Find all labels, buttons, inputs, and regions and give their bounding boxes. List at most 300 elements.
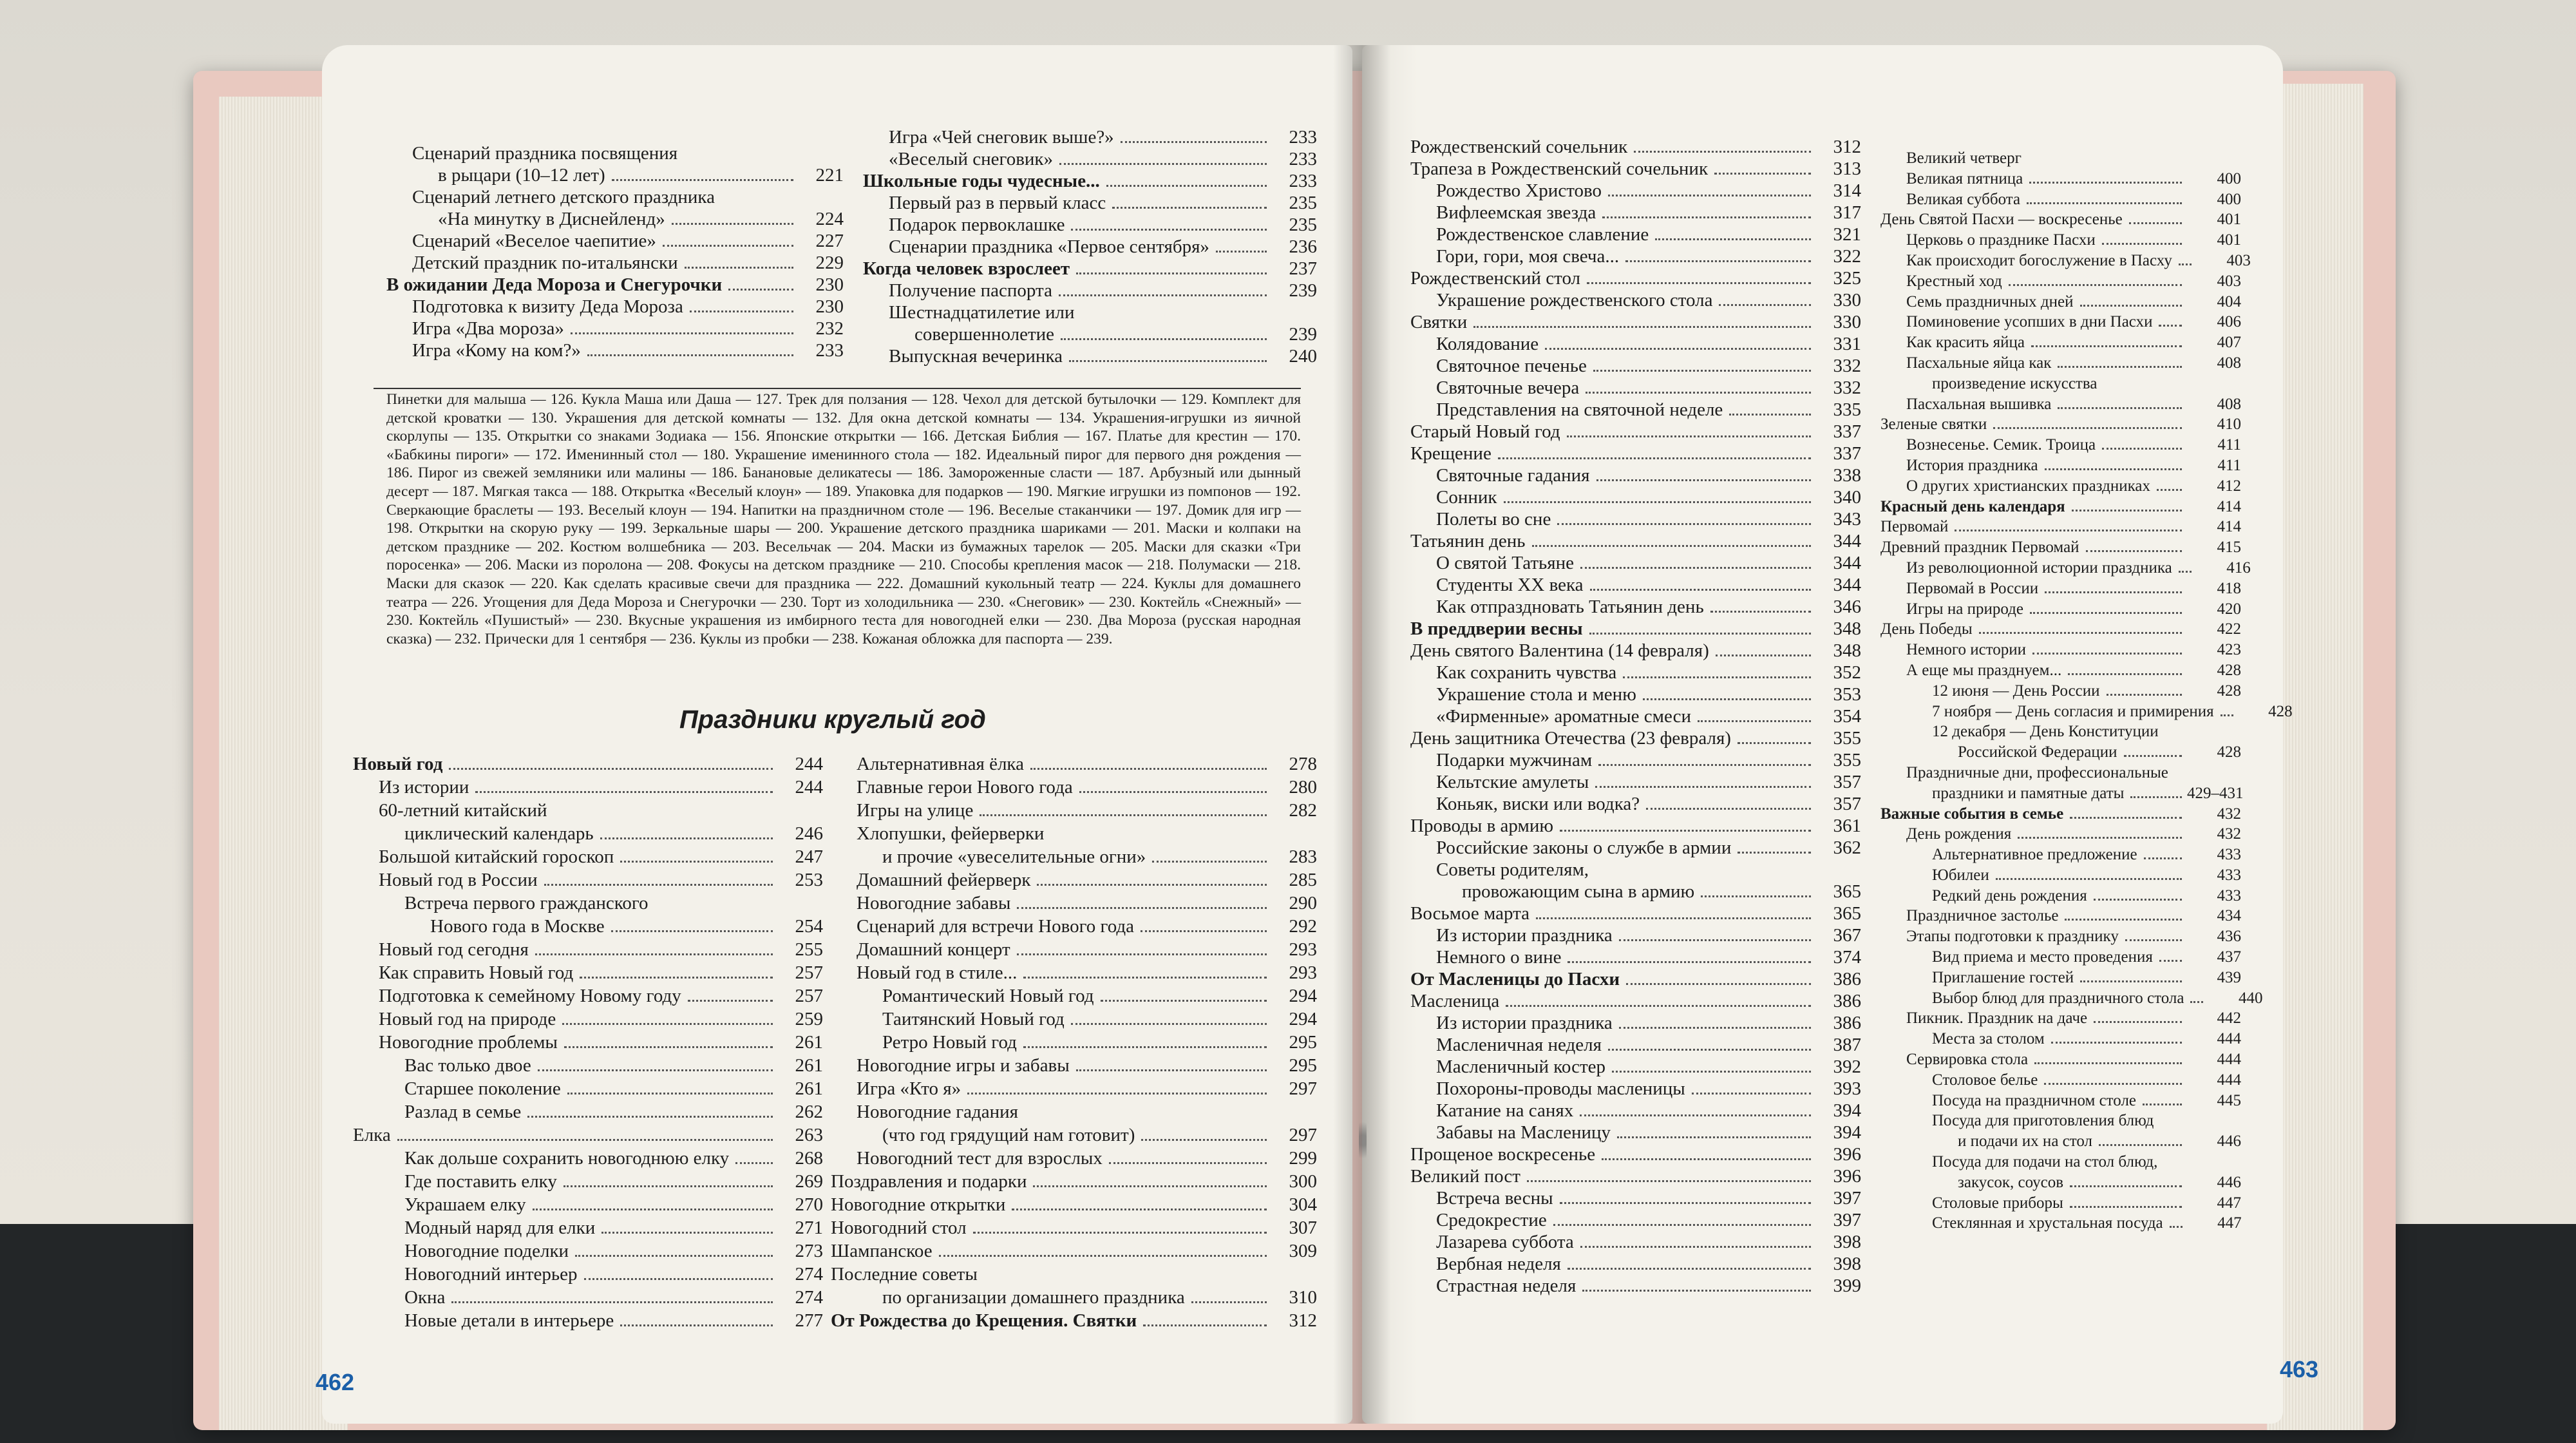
- toc-leader-dots: [2124, 755, 2182, 757]
- toc-leader-dots: [620, 861, 773, 863]
- toc-entry: [1880, 928, 2241, 948]
- book-gutter: [1333, 45, 1391, 1424]
- toc-entry-title: Как происходит богослужение в Пасху: [1906, 251, 2172, 269]
- toc-entry-title: 7 ноября — День согласия и примирения: [1932, 702, 2214, 720]
- toc-leader-dots: [1071, 229, 1267, 231]
- toc-entry: [353, 1009, 823, 1032]
- toc-leader-dots: [2030, 612, 2182, 614]
- toc-leader-dots: [1608, 1049, 1811, 1051]
- toc-entry: [1880, 948, 2241, 969]
- toc-entry-page: 230: [815, 274, 844, 295]
- toc-entry: [1880, 313, 2241, 334]
- toc-entry-title: Вид приема и место проведения: [1932, 948, 2153, 966]
- toc-entry-page: 283: [1289, 846, 1317, 867]
- toc-entry: [1410, 903, 1861, 925]
- toc-leader-dots: [1587, 282, 1811, 284]
- toc-entry-title: Новый год сегодня: [379, 939, 529, 960]
- toc-entry: [831, 1148, 1317, 1171]
- toc-entry: [863, 258, 1317, 280]
- toc-entry-page: 282: [1289, 800, 1317, 821]
- toc-leader-dots: [1506, 1005, 1811, 1007]
- toc-entry-page: 386: [1833, 991, 1861, 1011]
- toc-leader-dots: [973, 1232, 1267, 1234]
- toc-entry-page: 433: [2217, 886, 2241, 904]
- toc-entry-page: 440: [2238, 989, 2263, 1007]
- toc-entry-page: 422: [2217, 620, 2241, 638]
- toc-entry-title: Подготовка к визиту Деда Мороза: [412, 296, 683, 317]
- toc-entry-page: 332: [1833, 377, 1861, 398]
- toc-entry-page: 428: [2268, 702, 2293, 720]
- toc-entry: [1880, 846, 2241, 866]
- toc-entry-page: 271: [795, 1218, 823, 1238]
- toc-leader-dots: [2102, 243, 2182, 245]
- toc-entry-title: Проводы в армию: [1410, 816, 1554, 836]
- toc-entry-page: 433: [2217, 846, 2241, 864]
- toc-leader-dots: [580, 977, 773, 979]
- toc-leader-dots: [1536, 917, 1811, 919]
- toc-entry: [353, 777, 823, 800]
- toc-leader-dots: [1557, 523, 1811, 525]
- toc-entry: [1880, 1051, 2241, 1071]
- toc-entry-page: 237: [1289, 258, 1317, 279]
- toc-entry: [1410, 618, 1861, 640]
- toc-entry-page: 293: [1289, 962, 1317, 983]
- toc-leader-dots: [1593, 370, 1811, 372]
- toc-entry: [1880, 375, 2241, 396]
- toc-entry-title: Шампанское: [831, 1241, 933, 1261]
- toc-leader-dots: [688, 1000, 773, 1002]
- toc-entry: [1880, 743, 2241, 764]
- toc-entry-title: Праздничные дни, профессиональные: [1906, 763, 2168, 781]
- toc-entry-title: Великая пятница: [1906, 169, 2023, 187]
- toc-leader-dots: [685, 267, 793, 269]
- toc-entry: [863, 215, 1317, 236]
- toc-entry: [831, 777, 1317, 800]
- toc-entry-title: Подготовка к семейному Новому году: [379, 986, 681, 1006]
- toc-entry-page: 246: [795, 823, 823, 844]
- toc-entry-title: Детский праздник по-итальянски: [412, 253, 678, 273]
- toc-leader-dots: [2009, 284, 2182, 286]
- toc-leader-dots: [1109, 1162, 1267, 1164]
- toc-leader-dots: [1602, 1158, 1811, 1160]
- toc-leader-dots: [1617, 1136, 1811, 1138]
- toc-entry-title: Пикник. Праздник на даче: [1906, 1009, 2088, 1027]
- toc-entry-title: Выпускная вечеринка: [889, 346, 1063, 367]
- toc-entry: [831, 1102, 1317, 1125]
- toc-entry-title: Игра «Чей снеговик выше?»: [889, 127, 1114, 148]
- toc-entry: [1410, 1232, 1861, 1254]
- toc-leader-dots: [1567, 961, 1811, 963]
- toc-entry-page: 436: [2217, 928, 2241, 946]
- toc-leader-dots: [2086, 550, 2182, 552]
- toc-entry-page: 292: [1289, 916, 1317, 937]
- toc-entry-title: Гори, гори, моя свеча...: [1436, 246, 1620, 267]
- toc-entry: [353, 800, 823, 823]
- toc-entry: [1410, 443, 1861, 465]
- toc-entry: [1410, 969, 1861, 991]
- toc-entry-page: 400: [2217, 190, 2241, 208]
- toc-leader-dots: [564, 1185, 773, 1187]
- toc-entry: [353, 939, 823, 962]
- toc-leader-dots: [1646, 808, 1811, 810]
- toc-entry: [1410, 246, 1861, 268]
- toc-leader-dots: [2018, 837, 2182, 839]
- toc-entry-page: 309: [1289, 1241, 1317, 1261]
- toc-entry-title: Сценарий «Веселое чаепитие»: [412, 231, 656, 251]
- toc-entry-title: Древний праздник Первомай: [1880, 539, 2079, 557]
- toc-entry-page: 307: [1289, 1218, 1317, 1238]
- toc-entry-page: 348: [1833, 618, 1861, 639]
- toc-leader-dots: [690, 311, 793, 312]
- toc-entry-title: Нового года в Москве: [430, 916, 605, 937]
- toc-leader-dots: [1012, 1209, 1267, 1210]
- toc-leader-dots: [1655, 238, 1811, 240]
- page-crease: [1359, 1114, 1367, 1166]
- toc-leader-dots: [2221, 714, 2233, 716]
- toc-entry: [1880, 293, 2241, 314]
- toc-leader-dots: [1216, 251, 1267, 253]
- toc-leader-dots: [1586, 392, 1811, 394]
- toc-entry-page: 294: [1289, 986, 1317, 1006]
- toc-leader-dots: [1738, 742, 1811, 744]
- toc-entry-title: Подарок первоклашке: [889, 215, 1065, 235]
- toc-leader-dots: [1037, 884, 1267, 886]
- toc-leader-dots: [1710, 611, 1811, 613]
- toc-entry-page: 401: [2217, 231, 2241, 249]
- toc-entry-title: и прочие «увеселительные огни»: [882, 846, 1146, 867]
- toc-entry-title: Поздравления и подарки: [831, 1171, 1027, 1192]
- toc-leader-dots: [1595, 786, 1811, 788]
- toc-entry: [831, 754, 1317, 777]
- toc-entry-page: 416: [2226, 559, 2251, 577]
- toc-entry-title: Святочное печенье: [1436, 356, 1587, 376]
- toc-entry-page: 344: [1833, 575, 1861, 595]
- toc-entry-page: 406: [2217, 313, 2241, 331]
- toc-leader-dots: [527, 1116, 773, 1118]
- toc-entry-title: Как справить Новый год: [379, 962, 574, 983]
- toc-entry-title: Игры на природе: [1906, 600, 2023, 618]
- toc-leader-dots: [449, 768, 773, 770]
- toc-leader-dots: [2099, 1144, 2182, 1146]
- toc-entry: [1880, 1009, 2241, 1030]
- toc-entry-page: 277: [795, 1310, 823, 1331]
- toc-leader-dots: [451, 1301, 773, 1303]
- toc-main-column-2: [831, 754, 1317, 1333]
- toc-entry: [1880, 866, 2241, 887]
- toc-leader-dots: [1996, 878, 2182, 880]
- toc-entry-title: закусок, соусов: [1958, 1173, 2064, 1191]
- toc-leader-dots: [2027, 202, 2182, 204]
- toc-entry: [1410, 640, 1861, 662]
- toc-entry: [831, 986, 1317, 1009]
- toc-leader-dots: [1071, 1023, 1267, 1025]
- toc-entry-title: Украшение рождественского стола: [1436, 290, 1713, 311]
- toc-leader-dots: [2058, 407, 2182, 409]
- toc-entry-page: 423: [2217, 641, 2241, 659]
- toc-leader-dots: [2170, 1226, 2183, 1228]
- toc-entry: [386, 143, 844, 165]
- toc-leader-dots: [2159, 325, 2182, 327]
- toc-entry: [353, 1125, 823, 1148]
- toc-entry: [831, 1171, 1317, 1194]
- toc-entry-page: 233: [1289, 149, 1317, 169]
- toc-entry: [1410, 1078, 1861, 1100]
- toc-right-column-1: [1410, 137, 1861, 1297]
- toc-entry-page: 273: [795, 1241, 823, 1261]
- toc-entry: [1880, 887, 2241, 908]
- toc-leader-dots: [1598, 764, 1811, 766]
- toc-entry: [831, 870, 1317, 893]
- toc-entry: [1410, 334, 1861, 356]
- toc-entry: [1410, 881, 1861, 903]
- toc-entry-title: Пасхальные яйца как: [1906, 354, 2052, 372]
- toc-entry: [1410, 794, 1861, 816]
- toc-entry-page: 408: [2217, 395, 2241, 413]
- toc-entry-title: Сервировка стола: [1906, 1051, 2029, 1069]
- toc-entry-title: «Фирменные» ароматные смеси: [1436, 706, 1691, 727]
- toc-leader-dots: [1625, 260, 1811, 262]
- toc-entry-page: 398: [1833, 1232, 1861, 1252]
- toc-leader-dots: [2068, 673, 2182, 675]
- toc-entry-title: Альтернативное предложение: [1932, 846, 2137, 864]
- toc-entry-page: 414: [2217, 497, 2241, 515]
- toc-entry-title: Как отпраздновать Татьянин день: [1436, 597, 1704, 617]
- toc-entry-title: Праздничное застолье: [1906, 907, 2059, 925]
- toc-entry: [831, 1264, 1317, 1287]
- toc-entry: [863, 280, 1317, 302]
- toc-entry: [831, 1310, 1317, 1333]
- toc-leader-dots: [2032, 653, 2182, 655]
- toc-entry-title: Новогодние поделки: [404, 1241, 569, 1261]
- toc-entry-page: 394: [1833, 1100, 1861, 1121]
- toc-entry-title: Рождество Христово: [1436, 180, 1602, 201]
- toc-entry: [831, 846, 1317, 870]
- toc-leader-dots: [2051, 1042, 2182, 1044]
- toc-entry: [353, 1218, 823, 1241]
- toc-entry: [1410, 1210, 1861, 1232]
- toc-entry-title: День рождения: [1906, 825, 2012, 843]
- toc-entry: [1410, 575, 1861, 597]
- toc-entry-page: 297: [1289, 1078, 1317, 1099]
- page-number-left: 462: [316, 1369, 355, 1395]
- toc-leader-dots: [1993, 427, 2182, 429]
- toc-entry: [386, 209, 844, 231]
- toc-entry-page: 444: [2217, 1071, 2241, 1089]
- toc-entry: [863, 346, 1317, 368]
- toc-entry-title: Домашний концерт: [857, 939, 1010, 960]
- toc-entry: [1880, 1153, 2241, 1174]
- toc-entry-title: Украшаем елку: [404, 1194, 526, 1215]
- toc-entry-page: 429–431: [2187, 784, 2244, 802]
- toc-entry-title: циклический календарь: [404, 823, 594, 844]
- toc-entry: [1410, 597, 1861, 618]
- toc-entry-page: 268: [795, 1148, 823, 1169]
- toc-entry: [1880, 1112, 2241, 1132]
- toc-entry: [1410, 1122, 1861, 1144]
- toc-entry-title: Великий четверг: [1906, 149, 2022, 167]
- toc-entry: [1410, 1100, 1861, 1122]
- toc-entry-title: «Веселый снеговик»: [889, 149, 1053, 169]
- toc-entry-title: Стеклянная и хрустальная посуда: [1932, 1214, 2163, 1232]
- toc-entry-title: Модный наряд для елки: [404, 1218, 596, 1238]
- toc-entry-title: Кельтские амулеты: [1436, 772, 1589, 792]
- toc-entry-title: Шестнадцатилетие или: [889, 302, 1075, 323]
- toc-entry-page: 330: [1833, 290, 1861, 311]
- toc-entry-title: Встреча первого гражданского: [404, 893, 649, 913]
- toc-entry: [831, 1032, 1317, 1055]
- toc-entry: [831, 962, 1317, 986]
- toc-entry-title: Новогодние гадания: [857, 1102, 1018, 1122]
- toc-leader-dots: [1191, 1301, 1267, 1303]
- toc-entry-page: 325: [1833, 268, 1861, 289]
- toc-entry-title: Подарки мужчинам: [1436, 750, 1593, 770]
- toc-entry-page: 414: [2217, 518, 2241, 536]
- toc-entry-title: Поминовение усопших в дни Пасхи: [1906, 313, 2153, 331]
- toc-entry-page: 437: [2217, 948, 2241, 966]
- toc-entry-title: Домашний фейерверк: [857, 870, 1031, 890]
- toc-entry: [831, 939, 1317, 962]
- toc-entry: [863, 324, 1317, 346]
- toc-entry-title: Новый год: [353, 754, 443, 774]
- toc-entry-title: Масленица: [1410, 991, 1500, 1011]
- toc-entry-title: 12 декабря — День Конституции: [1932, 723, 2159, 741]
- toc-entry: [1880, 498, 2241, 519]
- toc-leader-dots: [1076, 272, 1267, 274]
- toc-entry: [353, 1287, 823, 1310]
- toc-entry-page: 392: [1833, 1056, 1861, 1077]
- toc-entry-title: и подачи их на стол: [1958, 1132, 2092, 1151]
- toc-leader-dots: [2144, 857, 2182, 859]
- toc-entry-title: Встреча весны: [1436, 1188, 1553, 1209]
- toc-entry: [1410, 662, 1861, 684]
- toc-entry-page: 353: [1833, 684, 1861, 705]
- toc-entry: [1880, 149, 2241, 170]
- toc-entry-page: 355: [1833, 750, 1861, 770]
- toc-leader-dots: [1069, 360, 1267, 362]
- toc-entry-page: 274: [795, 1264, 823, 1285]
- toc-leader-dots: [672, 223, 793, 225]
- toc-leader-dots: [571, 332, 793, 334]
- toc-right-column-2: [1880, 149, 2293, 1235]
- toc-entry-page: 257: [795, 986, 823, 1006]
- toc-entry: [1410, 1144, 1861, 1166]
- toc-entry: [1410, 268, 1861, 290]
- illustrations-index: Пинетки для малыша — 126. Кукла Маша или Даша — 127. Трек для ползания — 128. Чехол для детской бутылочки — 129. Комплект для детской кроватки — 130. Украшения для детской комнаты — 132. Для окна детской комнаты — 134. Украшения-игрушки из яичной скорлупы — 135. Открытки со знаками Зодиака — 156. Японские открытки — 166. Детская Библия — 167. Платье для крестин — 170. «Бабкины пироги» — 172. Именинный стол — 180. Украшение именинного стола — 182. Идеальный пирог для первого дня рождения — 186. Пирог из свежей земляники или малины — 186. Банановые деликатесы — 186. Замороженные сласти — 187. Арбузный или дынный десерт — 187. Мягкая такса — 188. Открытка «Веселый клоун» — 189. Упаковка для подарков — 190. Мягкие игрушки из помпонов — 192. Сверкающие браслеты — 193. Веселый клоун — 194. Напитки на праздничном столе — 196. Веселые стаканчики — 197. Домик для игр — 198. Открытки на скорую руку — 199. Зеркальные шары — 200. Украшение детского праздника шариками — 201. Маски и колпаки на детском празднике — 202. Костюм волшебника — 203. Весельчак — 204. Маски из бумажных тарелок — 205. Маски для сказки «Три поросенка» — 206. Маски из поролона — 208. Фокусы на детском празднике — 210. Способы крепления масок — 218. Полумаски — 218. Маски для сказок — 220. Как сделать красивые свечи для праздника — 222. Домашний кукольный театр — 224. Куклы для домашнего театра — 226. Угощения для Деда Мороза и Снегурочки — 230. Торт из холодильника — 230. «Снеговик» — 230. Коктейль «Снежный» — 230. Коктейль «Пушистый» — 230. Вкусные украшения из имбирного теста для новогодней елки — 230. Два Мороза (русская народная сказка) — 232. Прически для 1 сентября — 236. Куклы из пробки — 238. Кожаная обложка для паспорта — 239.: [386, 391, 1301, 647]
- toc-entry-title: Крещение: [1410, 443, 1492, 464]
- toc-leader-dots: [2044, 1083, 2182, 1085]
- toc-entry-title: А еще мы празднуем...: [1906, 661, 2062, 679]
- toc-entry-title: Церковь о празднике Пасхи: [1906, 231, 2096, 249]
- toc-entry: [1880, 1071, 2241, 1092]
- toc-entry: [1880, 1214, 2241, 1235]
- toc-entry-page: 420: [2217, 600, 2241, 618]
- toc-leader-dots: [1567, 435, 1811, 437]
- section-title: Праздники круглый год: [679, 705, 986, 734]
- toc-leader-dots: [1643, 698, 1811, 700]
- toc-leader-dots: [1106, 185, 1267, 187]
- toc-entry-page: 290: [1289, 893, 1317, 913]
- toc-leader-dots: [2190, 1001, 2203, 1003]
- toc-entry: [1880, 396, 2241, 416]
- toc-leader-dots: [1079, 791, 1267, 793]
- toc-leader-dots: [538, 1069, 773, 1071]
- toc-leader-dots: [1580, 1114, 1811, 1116]
- toc-entry-title: Елка: [353, 1125, 391, 1145]
- toc-entry-page: 432: [2217, 825, 2241, 843]
- toc-entry-page: 280: [1289, 777, 1317, 798]
- toc-entry-title: О других христианских праздниках: [1906, 477, 2150, 495]
- toc-top-column-2: [863, 127, 1317, 368]
- toc-entry-page: 244: [795, 754, 823, 774]
- toc-entry-title: Сценарии праздника «Первое сентября»: [889, 236, 1209, 257]
- toc-leader-dots: [1101, 1000, 1267, 1002]
- toc-entry-page: 418: [2217, 579, 2241, 597]
- toc-entry-title: в рыцари (10–12 лет): [438, 165, 605, 186]
- toc-main-column-1: [353, 754, 823, 1333]
- toc-entry-page: 331: [1833, 334, 1861, 354]
- toc-entry-page: 340: [1833, 487, 1861, 508]
- toc-leader-dots: [584, 1278, 773, 1280]
- toc-entry: [831, 1218, 1317, 1241]
- toc-entry-title: совершеннолетие: [914, 324, 1055, 345]
- toc-entry-page: 357: [1833, 772, 1861, 792]
- toc-top-column-1: [386, 143, 844, 362]
- toc-entry-title: Столовые приборы: [1932, 1194, 2063, 1212]
- toc-entry-title: Новый год в стиле...: [857, 962, 1018, 983]
- toc-entry-title: Зеленые святки: [1880, 416, 1987, 434]
- toc-entry-page: 278: [1289, 754, 1317, 774]
- toc-entry-title: Сценарий летнего детского праздника: [412, 187, 715, 207]
- toc-entry-page: 447: [2217, 1194, 2241, 1212]
- toc-entry: [1880, 989, 2263, 1010]
- toc-entry-page: 312: [1289, 1310, 1317, 1331]
- toc-entry-title: Ретро Новый год: [882, 1032, 1017, 1053]
- toc-entry: [386, 231, 844, 253]
- toc-entry-title: Игра «Кому на ком?»: [412, 340, 581, 361]
- toc-entry-page: 428: [2217, 743, 2241, 761]
- toc-leader-dots: [1059, 163, 1267, 165]
- toc-entry-page: 295: [1289, 1032, 1317, 1053]
- toc-entry-page: 259: [795, 1009, 823, 1029]
- toc-leader-dots: [1076, 1069, 1267, 1071]
- toc-entry-title: Новогодние забавы: [857, 893, 1011, 913]
- toc-entry: [1880, 723, 2241, 743]
- toc-entry-title: 12 июня — День России: [1932, 682, 2100, 700]
- toc-entry-page: 297: [1289, 1125, 1317, 1145]
- toc-entry-title: провожающим сына в армию: [1462, 881, 1695, 902]
- toc-leader-dots: [1141, 930, 1267, 932]
- toc-entry: [831, 1009, 1317, 1032]
- toc-leader-dots: [2031, 345, 2182, 347]
- toc-entry-title: Пасхальная вышивка: [1906, 395, 2052, 413]
- toc-entry-page: 293: [1289, 939, 1317, 960]
- toc-entry-title: День Святой Пасхи — воскресенье: [1880, 211, 2123, 229]
- toc-entry-title: Средокрестие: [1436, 1210, 1547, 1230]
- toc-entry-title: Новогодний тест для взрослых: [857, 1148, 1103, 1169]
- toc-entry-page: 262: [795, 1102, 823, 1122]
- toc-leader-dots: [1553, 1224, 1811, 1226]
- toc-entry-page: 398: [1833, 1254, 1861, 1274]
- toc-entry-page: 442: [2217, 1009, 2241, 1027]
- toc-entry-title: Крестный ход: [1906, 272, 2002, 290]
- toc-entry: [1410, 553, 1861, 575]
- toc-leader-dots: [2143, 1104, 2182, 1105]
- toc-leader-dots: [1634, 151, 1811, 153]
- toc-entry-title: Школьные годы чудесные...: [863, 171, 1100, 191]
- toc-entry-title: Сценарий для встречи Нового года: [857, 916, 1134, 937]
- toc-leader-dots: [575, 1255, 773, 1257]
- toc-entry-title: Восьмое марта: [1410, 903, 1530, 924]
